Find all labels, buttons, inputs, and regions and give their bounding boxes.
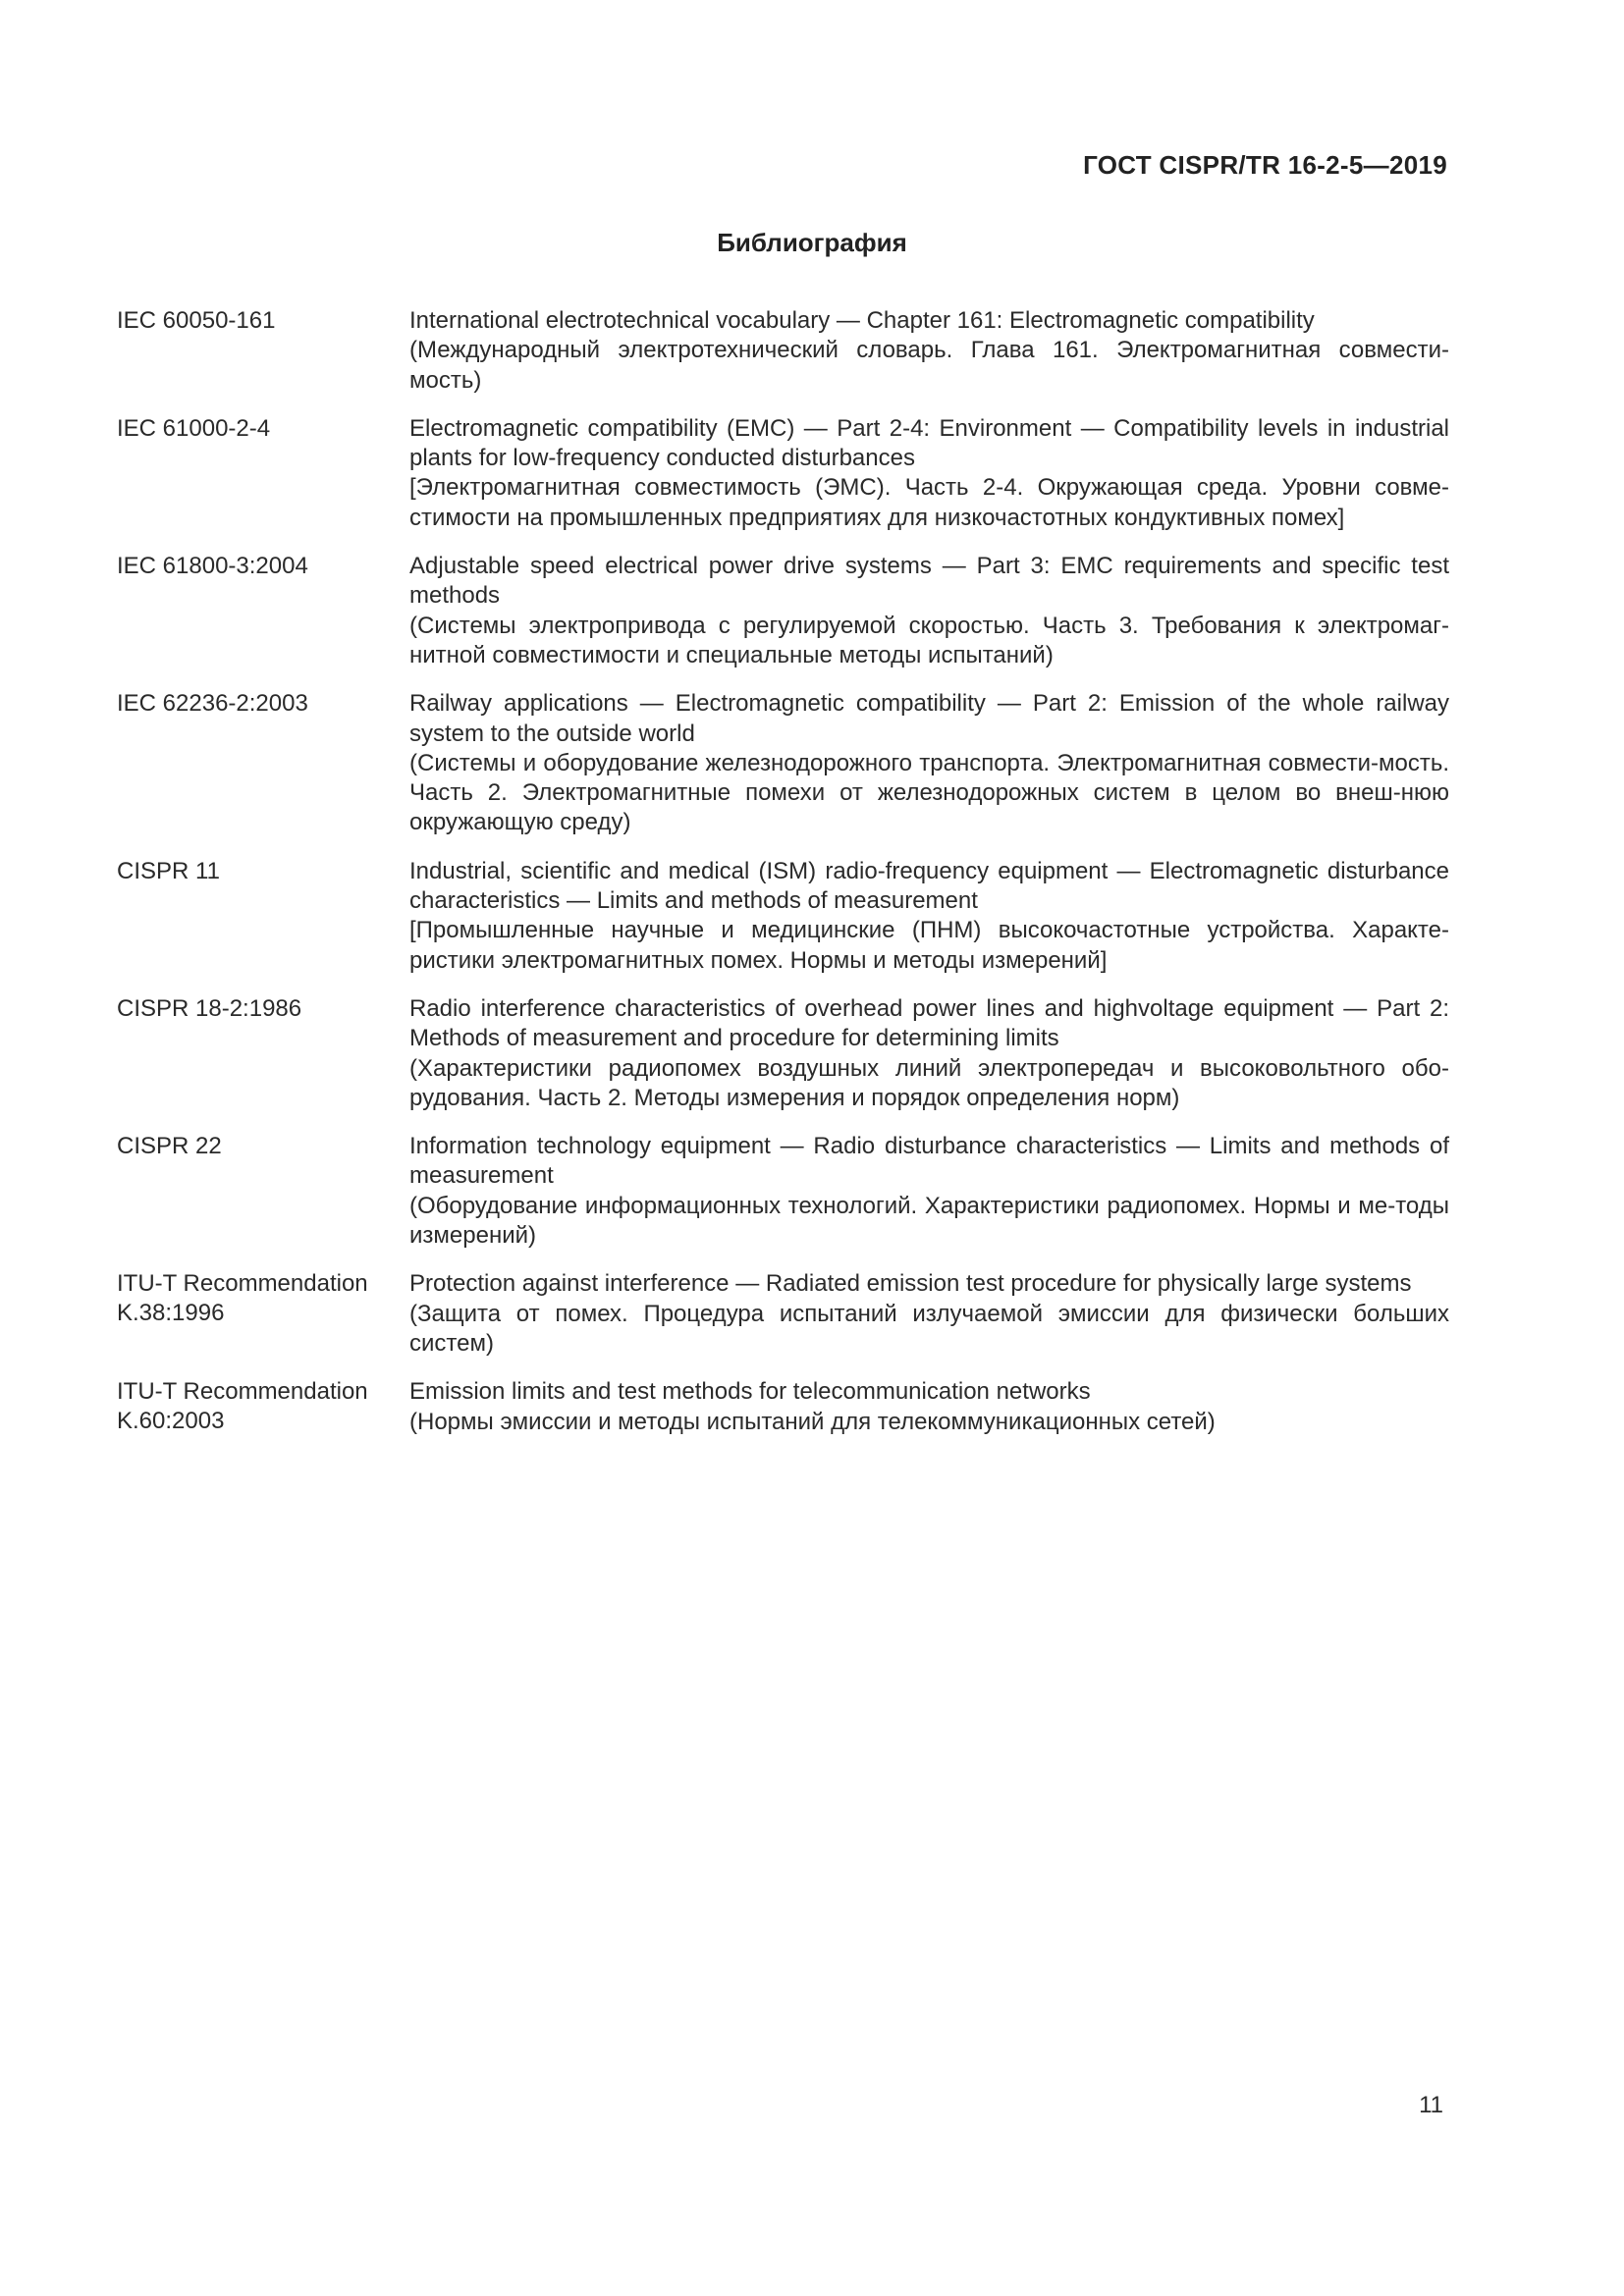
title-english: Radio interference characteristics of overhead power lines and highvoltage equipment — Part 2: Methods of measurement and procedure for determining limits — [409, 994, 1449, 1052]
reference-description — [409, 1377, 1449, 1437]
bibliography-entry — [117, 689, 1449, 837]
bibliography-list — [117, 306, 1449, 1456]
bibliography-entry — [117, 857, 1449, 976]
reference-description — [409, 1269, 1449, 1359]
title-russian: (Нормы эмиссии и методы испытаний для телекоммуникационных сетей) — [409, 1408, 1216, 1435]
reference-description — [409, 689, 1449, 837]
reference-description — [409, 857, 1449, 976]
reference-code: ITU-T Recommendation K.60:2003 — [117, 1378, 368, 1435]
title-english: International electrotechnical vocabulary — Chapter 161: Electromagnetic compatibility — [409, 307, 1315, 334]
title-russian: [Промышленные научные и медицинские (ПНМ) высокочастотные устройства. Характе-ристики электромагнитных помех. Нормы и методы измерений] — [409, 917, 1449, 974]
bibliography-entry — [117, 414, 1449, 533]
bibliography-entry — [117, 1132, 1449, 1251]
title-russian: [Электромагнитная совместимость (ЭМС). Часть 2-4. Окружающая среда. Уровни совме-стимости на промышленных предприятиях для низкочастотных кондуктивных помех] — [409, 474, 1449, 531]
reference-code: ITU-T Recommendation K.38:1996 — [117, 1270, 368, 1327]
title-english: Information technology equipment — Radio disturbance characteristics — Limits and methods of measurement — [409, 1133, 1449, 1190]
title-russian: (Международный электротехнический словарь. Глава 161. Электромагнитная совмести-мость) — [409, 337, 1449, 394]
title-russian: (Характеристики радиопомех воздушных линий электропередач и высоковольтного обо-рудования. Часть 2. Методы измерения и порядок определения норм) — [409, 1054, 1449, 1111]
page-number: 11 — [1419, 2092, 1443, 2118]
bibliography-entry — [117, 306, 1449, 396]
reference-description — [409, 552, 1449, 670]
reference-description — [409, 994, 1449, 1113]
bibliography-entry — [117, 1377, 1449, 1437]
title-russian: (Системы электропривода с регулируемой скоростью. Часть 3. Требования к электромаг-нитной совместимости и специальные методы испытаний) — [409, 612, 1449, 668]
document-code-header: ГОСТ CISPR/TR 16-2-5—2019 — [1083, 150, 1447, 180]
bibliography-entry — [117, 994, 1449, 1113]
reference-code: CISPR 18-2:1986 — [117, 994, 302, 1022]
bibliography-entry — [117, 1269, 1449, 1359]
reference-description — [409, 414, 1449, 533]
page-title: Библиография — [717, 228, 907, 257]
title-english: Railway applications — Electromagnetic compatibility — Part 2: Emission of the whole railway system to the outside world — [409, 690, 1449, 747]
reference-code: IEC 60050-161 — [117, 307, 276, 334]
title-russian: (Оборудование информационных технологий. Характеристики радиопомех. Нормы и ме-тоды измерений) — [409, 1192, 1449, 1250]
reference-code: CISPR 11 — [117, 857, 220, 884]
reference-description — [409, 1132, 1449, 1251]
reference-code: IEC 61000-2-4 — [117, 414, 271, 442]
title-english: Adjustable speed electrical power drive systems — Part 3: EMC requirements and specific test methods — [409, 553, 1449, 610]
title-russian: (Защита от помех. Процедура испытаний излучаемой эмиссии для физически больших систем) — [409, 1300, 1449, 1357]
reference-description — [409, 306, 1449, 396]
title-english: Emission limits and test methods for telecommunication networks — [409, 1378, 1091, 1406]
title-english: Protection against interference — Radiated emission test procedure for physically large systems — [409, 1270, 1412, 1298]
reference-code: IEC 62236-2:2003 — [117, 690, 308, 718]
title-english: Industrial, scientific and medical (ISM) radio-frequency equipment — Electromagnetic disturbance characteristics — Limits and methods of measurement — [409, 857, 1449, 915]
bibliography-entry — [117, 552, 1449, 670]
reference-code: CISPR 22 — [117, 1133, 222, 1160]
reference-code: IEC 61800-3:2004 — [117, 553, 308, 580]
title-english: Electromagnetic compatibility (EMC) — Part 2-4: Environment — Compatibility levels in industrial plants for low-frequency conducted disturbances — [409, 414, 1449, 472]
title-russian: (Системы и оборудование железнодорожного транспорта. Электромагнитная совмести-мость. Часть 2. Электромагнитные помехи от железнодорожных систем в целом во внеш-нюю окружающую среду) — [409, 749, 1449, 836]
